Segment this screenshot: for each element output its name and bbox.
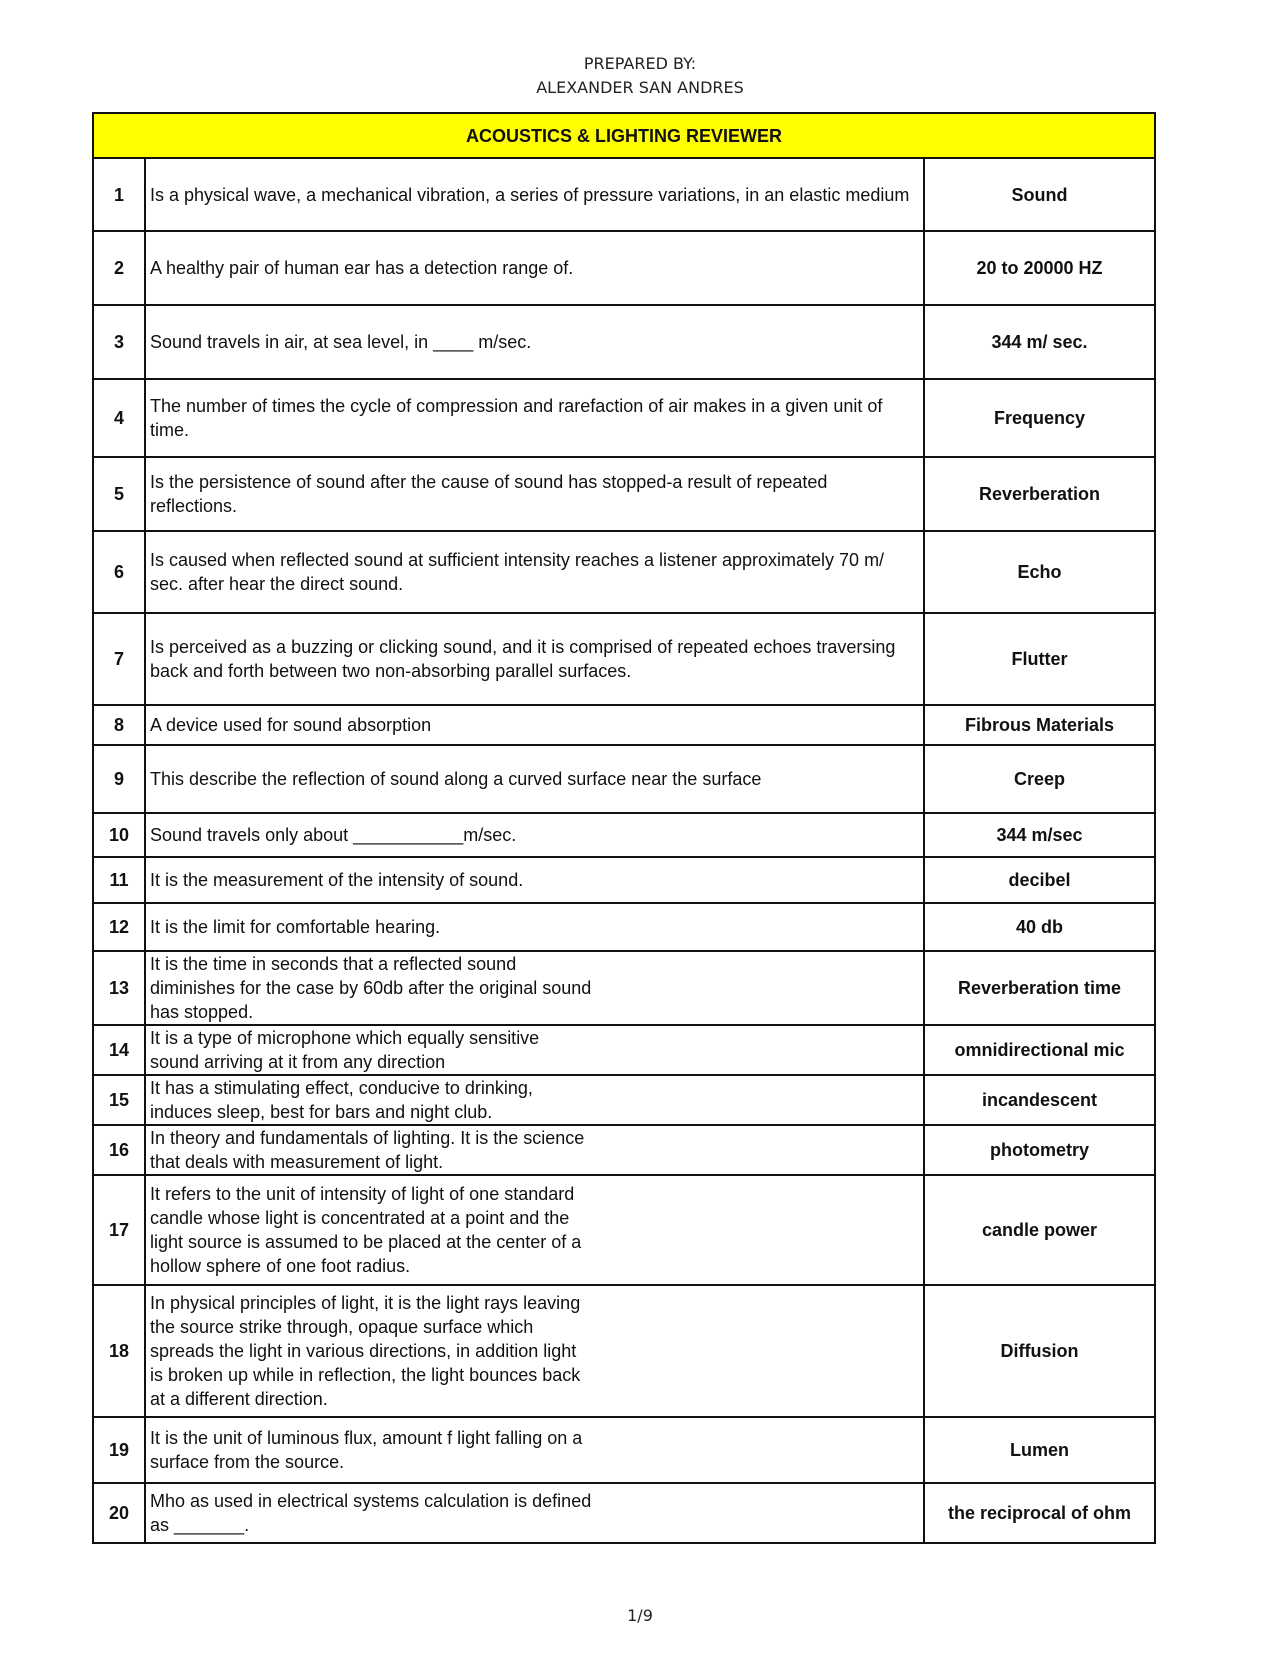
table-row	[93, 457, 1155, 531]
table-row	[93, 379, 1155, 457]
row-number: 5	[93, 457, 145, 531]
row-question: Mho as used in electrical systems calculation is defined as _______.	[145, 1483, 924, 1543]
row-question: A healthy pair of human ear has a detection range of.	[145, 231, 924, 305]
row-number: 14	[93, 1025, 145, 1075]
row-question: In physical principles of light, it is the light rays leaving the source strike through, opaque surface which spreads the light in various directions, in addition light is broken up while in reflection, the light bounces back at a different direction.	[145, 1285, 924, 1417]
table-row	[93, 903, 1155, 951]
row-number: 11	[93, 857, 145, 903]
row-question: Is a physical wave, a mechanical vibration, a series of pressure variations, in an elastic medium	[145, 158, 924, 231]
row-number: 8	[93, 705, 145, 745]
row-answer: candle power	[924, 1175, 1155, 1285]
row-number: 13	[93, 951, 145, 1025]
prepared-by-label: PREPARED BY:	[583, 54, 697, 73]
row-answer: the reciprocal of ohm	[924, 1483, 1155, 1543]
row-answer: Echo	[924, 531, 1155, 613]
table-row	[93, 951, 1155, 1025]
row-answer: Frequency	[924, 379, 1155, 457]
table-row	[93, 1417, 1155, 1483]
row-number: 10	[93, 813, 145, 857]
row-question: It is the limit for comfortable hearing.	[145, 903, 924, 951]
row-number: 16	[93, 1125, 145, 1175]
row-question: Is perceived as a buzzing or clicking sound, and it is comprised of repeated echoes traversing back and forth between two non-absorbing parallel surfaces.	[145, 613, 924, 705]
row-question: Sound travels only about ___________m/sec.	[145, 813, 924, 857]
row-number: 18	[93, 1285, 145, 1417]
row-question: Is caused when reflected sound at sufficient intensity reaches a listener approximately 70 m/ sec. after hear the direct sound.	[145, 531, 924, 613]
row-answer: Reverberation time	[924, 951, 1155, 1025]
table-row	[93, 1125, 1155, 1175]
table-row	[93, 1075, 1155, 1125]
row-answer: 40 db	[924, 903, 1155, 951]
table-row	[93, 231, 1155, 305]
row-question: In theory and fundamentals of lighting. It is the science that deals with measurement of light.	[145, 1125, 924, 1175]
row-question: It is the unit of luminous flux, amount f light falling on a surface from the source.	[145, 1417, 924, 1483]
page-header	[0, 52, 1280, 100]
row-answer: Creep	[924, 745, 1155, 813]
row-question: It is the measurement of the intensity of sound.	[145, 857, 924, 903]
row-question: It is the time in seconds that a reflected sound diminishes for the case by 60db after the original sound has stopped.	[145, 951, 924, 1025]
table-row	[93, 531, 1155, 613]
row-answer: Diffusion	[924, 1285, 1155, 1417]
row-answer: Reverberation	[924, 457, 1155, 531]
row-number: 2	[93, 231, 145, 305]
table-row	[93, 1025, 1155, 1075]
table-row	[93, 305, 1155, 379]
row-answer: incandescent	[924, 1075, 1155, 1125]
row-answer: 20 to 20000 HZ	[924, 231, 1155, 305]
row-answer: Flutter	[924, 613, 1155, 705]
row-number: 9	[93, 745, 145, 813]
row-answer: 344 m/ sec.	[924, 305, 1155, 379]
row-number: 15	[93, 1075, 145, 1125]
row-number: 17	[93, 1175, 145, 1285]
row-number: 1	[93, 158, 145, 231]
row-number: 3	[93, 305, 145, 379]
row-number: 12	[93, 903, 145, 951]
table-row	[93, 745, 1155, 813]
row-answer: 344 m/sec	[924, 813, 1155, 857]
row-question: A device used for sound absorption	[145, 705, 924, 745]
table-row	[93, 1285, 1155, 1417]
author-name: ALEXANDER SAN ANDRES	[536, 78, 744, 97]
table-title: ACOUSTICS & LIGHTING REVIEWER	[93, 113, 1155, 158]
row-number: 19	[93, 1417, 145, 1483]
row-number: 7	[93, 613, 145, 705]
row-answer: photometry	[924, 1125, 1155, 1175]
table-row	[93, 1175, 1155, 1285]
page-number: 1/9	[627, 1606, 653, 1625]
row-question: Is the persistence of sound after the cause of sound has stopped-a result of repeated reflections.	[145, 457, 924, 531]
row-answer: omnidirectional mic	[924, 1025, 1155, 1075]
table-row	[93, 613, 1155, 705]
row-question: Sound travels in air, at sea level, in ____ m/sec.	[145, 305, 924, 379]
table-row	[93, 813, 1155, 857]
row-question: It is a type of microphone which equally sensitive sound arriving at it from any direction	[145, 1025, 924, 1075]
table-row	[93, 158, 1155, 231]
row-answer: Sound	[924, 158, 1155, 231]
table-row	[93, 705, 1155, 745]
row-question: It refers to the unit of intensity of light of one standard candle whose light is concentrated at a point and the light source is assumed to be placed at the center of a hollow sphere of one foot radius.	[145, 1175, 924, 1285]
row-number: 20	[93, 1483, 145, 1543]
row-number: 4	[93, 379, 145, 457]
table-row	[93, 1483, 1155, 1543]
row-question: This describe the reflection of sound along a curved surface near the surface	[145, 745, 924, 813]
reviewer-table	[92, 112, 1156, 1544]
row-answer: Fibrous Materials	[924, 705, 1155, 745]
row-number: 6	[93, 531, 145, 613]
row-question: It has a stimulating effect, conducive to drinking, induces sleep, best for bars and night club.	[145, 1075, 924, 1125]
table-row	[93, 857, 1155, 903]
row-question: The number of times the cycle of compression and rarefaction of air makes in a given unit of time.	[145, 379, 924, 457]
row-answer: decibel	[924, 857, 1155, 903]
row-answer: Lumen	[924, 1417, 1155, 1483]
table-title-row	[93, 113, 1155, 158]
